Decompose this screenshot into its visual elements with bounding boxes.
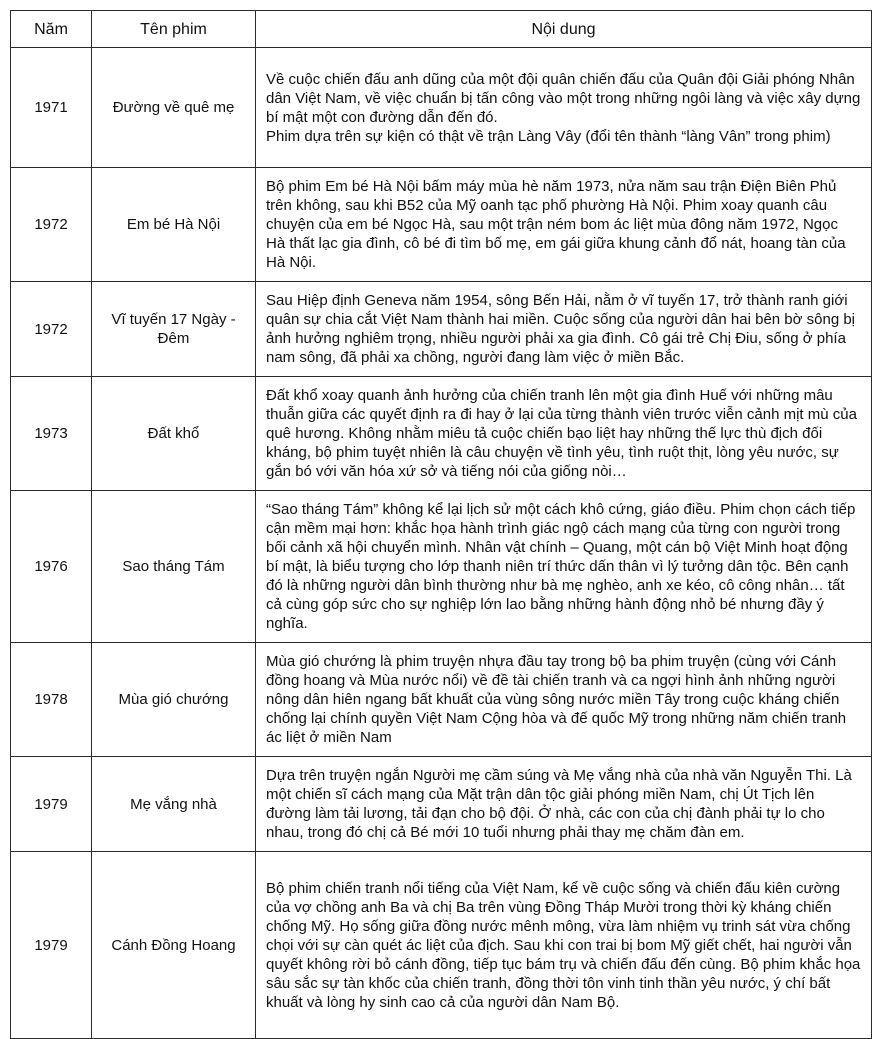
cell-title: Đường về quê mẹ <box>92 48 256 168</box>
table-row <box>11 643 872 757</box>
film-table <box>10 10 872 1039</box>
cell-year: 1972 <box>11 282 92 377</box>
cell-year: 1971 <box>11 48 92 168</box>
cell-content <box>256 282 872 377</box>
content-paragraph: Bộ phim Em bé Hà Nội bấm máy mùa hè năm 1973, nửa năm sau trận Điện Biên Phủ trên không, sau khi B52 của Mỹ oanh tạc phố phường Hà Nội. Phim xoay quanh câu chuyện của em bé Ngọc Hà, sau một trận ném bom ác liệt mùa đông năm 1972, Ngọc Hà thất lạc gia đình, cô bé đi tìm bố mẹ, em gái giữa khung cảnh đổ nát, hoang tàn của Hà Nội. <box>266 178 846 271</box>
content-paragraph: Phim dựa trên sự kiện có thật về trận Làng Vây (đổi tên thành “làng Vân” trong phim) <box>266 127 831 145</box>
table-body <box>11 48 872 1039</box>
table-row <box>11 491 872 643</box>
content-paragraph: Mùa gió chướng là phim truyện nhựa đầu tay trong bộ ba phim truyện (cùng với Cánh đồng hoang và Mùa nước nổi) về đề tài chiến tranh và ca ngợi hình ảnh những người nông dân hiên ngang bất khuất của vùng sông nước miền Tây trong cuộc kháng chiến chống lại chính quyền Việt Nam Cộng hòa và đế quốc Mỹ trong những năm chiến tranh ác liệt ở miền Nam <box>266 653 847 746</box>
cell-content <box>256 852 872 1039</box>
content-paragraph: Về cuộc chiến đấu anh dũng của một đội quân chiến đấu của Quân đội Giải phóng Nhân dân Việt Nam, về việc chuẩn bị tấn công vào một trong những ngôi làng và việc xây dựng bí mật một con đường dẫn đến đó. <box>266 70 861 126</box>
header-content: Nội dung <box>256 11 872 48</box>
table-row <box>11 377 872 491</box>
table-row <box>11 757 872 852</box>
cell-title: Vĩ tuyến 17 Ngày - Đêm <box>92 282 256 377</box>
cell-year: 1979 <box>11 757 92 852</box>
cell-year: 1972 <box>11 168 92 282</box>
cell-title: Em bé Hà Nội <box>92 168 256 282</box>
cell-content <box>256 757 872 852</box>
cell-content <box>256 377 872 491</box>
header-row <box>11 11 872 48</box>
header-title: Tên phim <box>92 11 256 48</box>
cell-title: Cánh Đồng Hoang <box>92 852 256 1039</box>
content-paragraph: Sau Hiệp định Geneva năm 1954, sông Bến Hải, nằm ở vĩ tuyến 17, trở thành ranh giới quân sự chia cắt Việt Nam thành hai miền. Cuộc sống của người dân hai bên bờ sông bị ảnh hưởng nghiêm trọng, nhiều người phải xa gia đình. Cô gái trẻ Chị Điu, sống ở phía nam sông, đã phải xa chồng, người đang làm việc ở miền Bắc. <box>266 292 856 366</box>
cell-content <box>256 643 872 757</box>
cell-year: 1978 <box>11 643 92 757</box>
table-row <box>11 282 872 377</box>
content-paragraph: Dựa trên truyện ngắn Người mẹ cầm súng và Mẹ vắng nhà của nhà văn Nguyễn Thi. Là một chiến sĩ cách mạng của Mặt trận dân tộc giải phóng miền Nam, chị Út Tịch lên đường làm tải lương, tải đạn cho bộ đội. Ở nhà, các con của chị đành phải tự lo cho nhau, trong đó chị cả Bé mới 10 tuổi nhưng phải thay mẹ chăm đàn em. <box>266 767 852 841</box>
cell-content <box>256 168 872 282</box>
cell-year: 1973 <box>11 377 92 491</box>
cell-year: 1979 <box>11 852 92 1039</box>
cell-title: Mẹ vắng nhà <box>92 757 256 852</box>
cell-year: 1976 <box>11 491 92 643</box>
content-paragraph: “Sao tháng Tám” không kể lại lịch sử một cách khô cứng, giáo điều. Phim chọn cách tiếp cận mềm mại hơn: khắc họa hành trình giác ngộ cách mạng của từng con người trong bối cảnh xã hội chuyển mình. Nhân vật chính – Quang, một cán bộ Việt Minh hoạt động bí mật, là biểu tượng cho lớp thanh niên trí thức dấn thân vì lý tưởng dân tộc. Bên cạnh đó là những người dân bình thường như bà mẹ nghèo, anh xe kéo, cô công nhân… tất cả cùng góp sức cho sự nghiệp lớn lao bằng những hành động nhỏ bé nhưng đầy ý nghĩa. <box>266 501 856 632</box>
header-year: Năm <box>11 11 92 48</box>
content-paragraph: Đất khổ xoay quanh ảnh hưởng của chiến tranh lên một gia đình Huế với những mâu thuẫn giữa các quyết định ra đi hay ở lại của từng thành viên trước viễn cảnh mịt mù của quê hương. Không nhằm miêu tả cuộc chiến bạo liệt hay những thế lực thù địch đối kháng, bộ phim tuyệt nhiên là câu chuyện về tình yêu, tình ruột thịt, lòng yêu nước, sự gắn bó với văn hóa xứ sở và tiếng nói của giống nòi… <box>266 387 857 480</box>
content-paragraph: Bộ phim chiến tranh nổi tiếng của Việt Nam, kể về cuộc sống và chiến đấu kiên cường của vợ chồng anh Ba và chị Ba trên vùng Đồng Tháp Mười trong thời kỳ kháng chiến chống Mỹ. Họ sống giữa đồng nước mênh mông, vừa làm nhiệm vụ trinh sát vừa chống chọi với sự càn quét ác liệt của địch. Sau khi con trai bị bom Mỹ giết chết, hai người vẫn quyết không rời bỏ cánh đồng, tiếp tục bám trụ và chiến đấu đến cùng. Bộ phim khắc họa sâu sắc sự tàn khốc của chiến tranh, đồng thời tôn vinh tinh thần yêu nước, ý chí bất khuất và lòng hy sinh cao cả của người dân Nam Bộ. <box>266 879 861 1011</box>
cell-title: Sao tháng Tám <box>92 491 256 643</box>
table-row <box>11 168 872 282</box>
cell-content <box>256 48 872 168</box>
cell-content <box>256 491 872 643</box>
table-row <box>11 48 872 168</box>
cell-title: Đất khổ <box>92 377 256 491</box>
table-row <box>11 852 872 1039</box>
cell-title: Mùa gió chướng <box>92 643 256 757</box>
table-header <box>11 11 872 48</box>
